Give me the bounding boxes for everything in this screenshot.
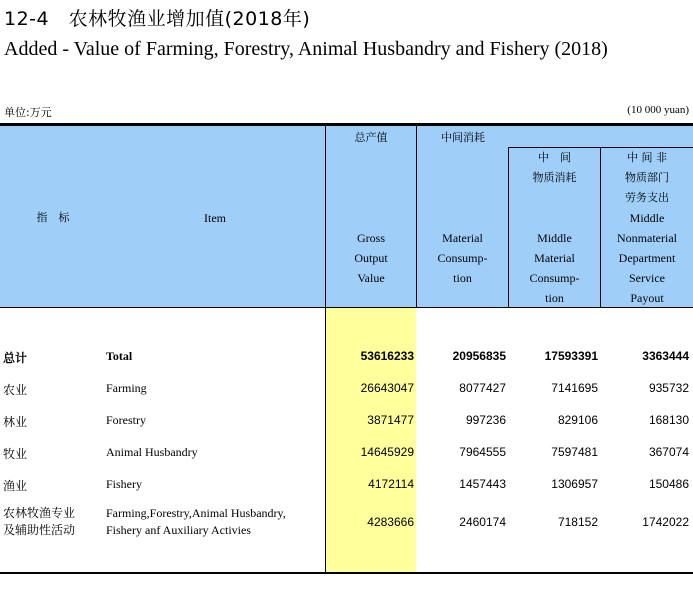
header-middle-cn: 中 间 物质消耗 [532,151,577,184]
cell-gross: 53616233 [360,349,414,363]
cell-nonmaterial: 1742022 [642,515,689,529]
unit-label-en: (10 000 yuan) [627,104,689,116]
cell-material: 1457443 [459,477,506,491]
table-title-cn: 12-4 农林牧渔业增加值(2018年) [4,8,311,30]
row-label-en: Farming [106,381,147,395]
cell-gross: 4283666 [367,515,414,529]
row-label-cn: 农林牧渔专业 及辅助性活动 [3,506,76,537]
header-nonmaterial-en: Middle Nonmaterial Department Service Payout [617,211,677,305]
header-material-en: Material Consump- tion [437,231,488,285]
header-gross-cn: 总产值 [354,131,388,144]
cell-middle: 7141695 [551,381,598,395]
cell-nonmaterial: 935732 [648,381,689,395]
unit-label-cn: 单位:万元 [4,106,52,119]
cell-gross: 14645929 [360,445,414,459]
cell-material: 2460174 [459,515,506,529]
row-label-en: Farming,Forestry,Animal Husbandry, Fishery anf Auxiliary Activies [106,506,286,537]
cell-nonmaterial: 3363444 [642,349,689,363]
cell-middle: 17593391 [544,349,598,363]
row-label-en: Forestry [106,413,146,427]
cell-middle: 718152 [557,515,598,529]
header-nonmaterial-cn: 中 间 非 物质部门 劳务支出 [625,151,669,204]
table-title-en: Added - Value of Farming, Forestry, Animal Husbandry and Fishery (2018) [4,38,608,60]
cell-nonmaterial: 150486 [648,477,689,491]
header-indicator-cn: 指 标 [36,211,70,224]
header-item-en: Item [204,211,226,225]
table-row [0,444,693,476]
cell-gross: 4172114 [368,477,414,491]
row-label-cn: 渔业 [3,479,28,493]
header-gross-en: Gross Output Value [354,231,388,285]
table-bottom-rule [0,572,693,574]
table-row [0,348,693,380]
cell-middle: 7597481 [551,445,598,459]
row-label-en: Total [106,349,133,363]
cell-middle: 829106 [557,413,598,427]
table-row [0,380,693,412]
row-label-en: Fishery [106,477,142,491]
table-row [0,505,693,545]
cell-nonmaterial: 168130 [648,413,689,427]
cell-middle: 1306957 [551,477,598,491]
row-label-cn: 农业 [3,383,28,397]
table-row [0,412,693,444]
row-label-en: Animal Husbandry [106,445,198,459]
cell-gross: 3871477 [367,413,414,427]
row-label-cn: 牧业 [3,447,28,461]
cell-material: 8077427 [459,381,506,395]
header-middle-en: Middle Material Consump- tion [529,231,580,305]
header-material-cn: 中间消耗 [441,131,485,144]
row-label-cn: 总计 [3,351,28,365]
table-row [0,476,693,508]
row-label-cn: 林业 [3,415,28,429]
cell-material: 20956835 [452,349,506,363]
cell-gross: 26643047 [360,381,414,395]
cell-nonmaterial: 367074 [648,445,689,459]
cell-material: 7964555 [459,445,506,459]
cell-material: 997236 [465,413,506,427]
